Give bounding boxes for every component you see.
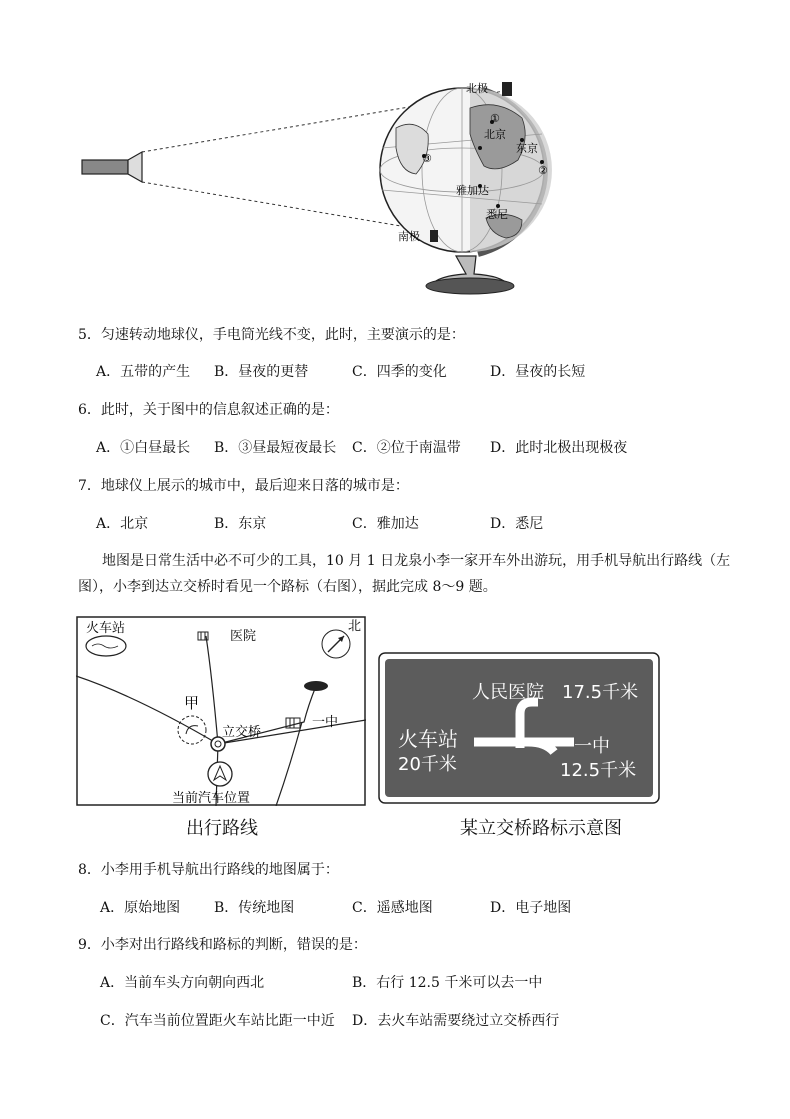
label-point2: ② bbox=[538, 164, 548, 177]
map-label-jia: 甲 bbox=[184, 694, 200, 712]
label-north-pole: 北极 bbox=[466, 82, 488, 95]
q5-option-d[interactable]: D．昼夜的长短 bbox=[490, 364, 586, 380]
label-jakarta: 雅加达 bbox=[456, 184, 489, 197]
q7-option-d[interactable]: D．悉尼 bbox=[490, 516, 544, 532]
globe-figure bbox=[78, 78, 568, 298]
question-5-stem: 5．匀速转动地球仪，手电筒光线不变，此时，主要演示的是： bbox=[78, 327, 465, 343]
q8-option-a[interactable]: A．原始地图 bbox=[100, 900, 181, 916]
question-8-stem: 8．小李用手机导航出行路线的地图属于： bbox=[78, 862, 339, 878]
q6-option-c[interactable]: C．②位于南温带 bbox=[352, 440, 461, 456]
intro-paragraph-line2: 图），小李到达立交桥时看见一个路标（右图），据此完成 8～9 题。 bbox=[78, 579, 497, 595]
road-sign bbox=[378, 652, 660, 804]
q9-option-d[interactable]: D．去火车站需要绕过立交桥西行 bbox=[352, 1013, 560, 1029]
sign-school-name: 一中 bbox=[574, 736, 610, 757]
sign-school-distance: 12.5千米 bbox=[560, 760, 637, 781]
q9-option-b[interactable]: B．右行 12.5 千米可以去一中 bbox=[352, 975, 543, 991]
map-label-interchange: 立交桥 bbox=[222, 725, 262, 740]
sign-station-distance: 20千米 bbox=[398, 754, 457, 775]
q5-option-a[interactable]: A．五带的产生 bbox=[96, 364, 191, 380]
label-point3: ③ bbox=[422, 152, 432, 165]
label-beijing: 北京 bbox=[484, 128, 506, 141]
q6-option-d[interactable]: D．此时北极出现极夜 bbox=[490, 440, 628, 456]
map-label-train-station: 火车站 bbox=[86, 621, 126, 636]
q9-option-a[interactable]: A．当前车头方向朝向西北 bbox=[100, 975, 265, 991]
route-map bbox=[76, 616, 366, 806]
q6-option-b[interactable]: B．③昼最短夜最长 bbox=[214, 440, 337, 456]
q7-option-b[interactable]: B．东京 bbox=[214, 516, 267, 532]
question-7-stem: 7．地球仪上展示的城市中，最后迎来日落的城市是： bbox=[78, 478, 409, 494]
map-label-car-position: 当前汽车位置 bbox=[172, 791, 251, 806]
route-map-caption: 出行路线 bbox=[186, 818, 258, 839]
question-6-stem: 6．此时，关于图中的信息叙述正确的是： bbox=[78, 402, 339, 418]
q7-option-c[interactable]: C．雅加达 bbox=[352, 516, 419, 532]
label-point1: ① bbox=[490, 112, 500, 125]
sign-hospital-distance: 人民医院 17.5千米 bbox=[472, 682, 639, 703]
q8-option-d[interactable]: D．电子地图 bbox=[490, 900, 572, 916]
flashlight-icon bbox=[82, 152, 142, 182]
q7-option-a[interactable]: A．北京 bbox=[96, 516, 149, 532]
q8-option-b[interactable]: B．传统地图 bbox=[214, 900, 295, 916]
intro-paragraph-line1: 地图是日常生活中必不可少的工具，10 月 1 日龙泉小李一家开车外出游玩，用手机导航出行路线（左 bbox=[102, 553, 731, 569]
sign-station-name: 火车站 bbox=[398, 727, 458, 751]
q5-option-b[interactable]: B．昼夜的更替 bbox=[214, 364, 309, 380]
map-label-hospital: 医院 bbox=[230, 629, 257, 644]
q8-option-c[interactable]: C．遥感地图 bbox=[352, 900, 433, 916]
map-label-north: 北 bbox=[348, 619, 362, 634]
q6-option-a[interactable]: A．①白昼最长 bbox=[96, 440, 191, 456]
question-9-stem: 9．小李对出行路线和路标的判断，错误的是： bbox=[78, 937, 367, 953]
q5-option-c[interactable]: C．四季的变化 bbox=[352, 364, 447, 380]
car-position-icon bbox=[208, 762, 232, 786]
q9-option-c[interactable]: C．汽车当前位置距火车站比距一中近 bbox=[100, 1013, 335, 1029]
label-sydney: 悉尼 bbox=[486, 208, 508, 221]
compass-icon bbox=[322, 630, 350, 658]
label-tokyo: 东京 bbox=[516, 142, 538, 155]
road-sign-caption: 某立交桥路标示意图 bbox=[460, 818, 622, 839]
map-label-yizhong: 一中 bbox=[312, 715, 339, 730]
label-south-pole: 南极 bbox=[398, 230, 420, 243]
